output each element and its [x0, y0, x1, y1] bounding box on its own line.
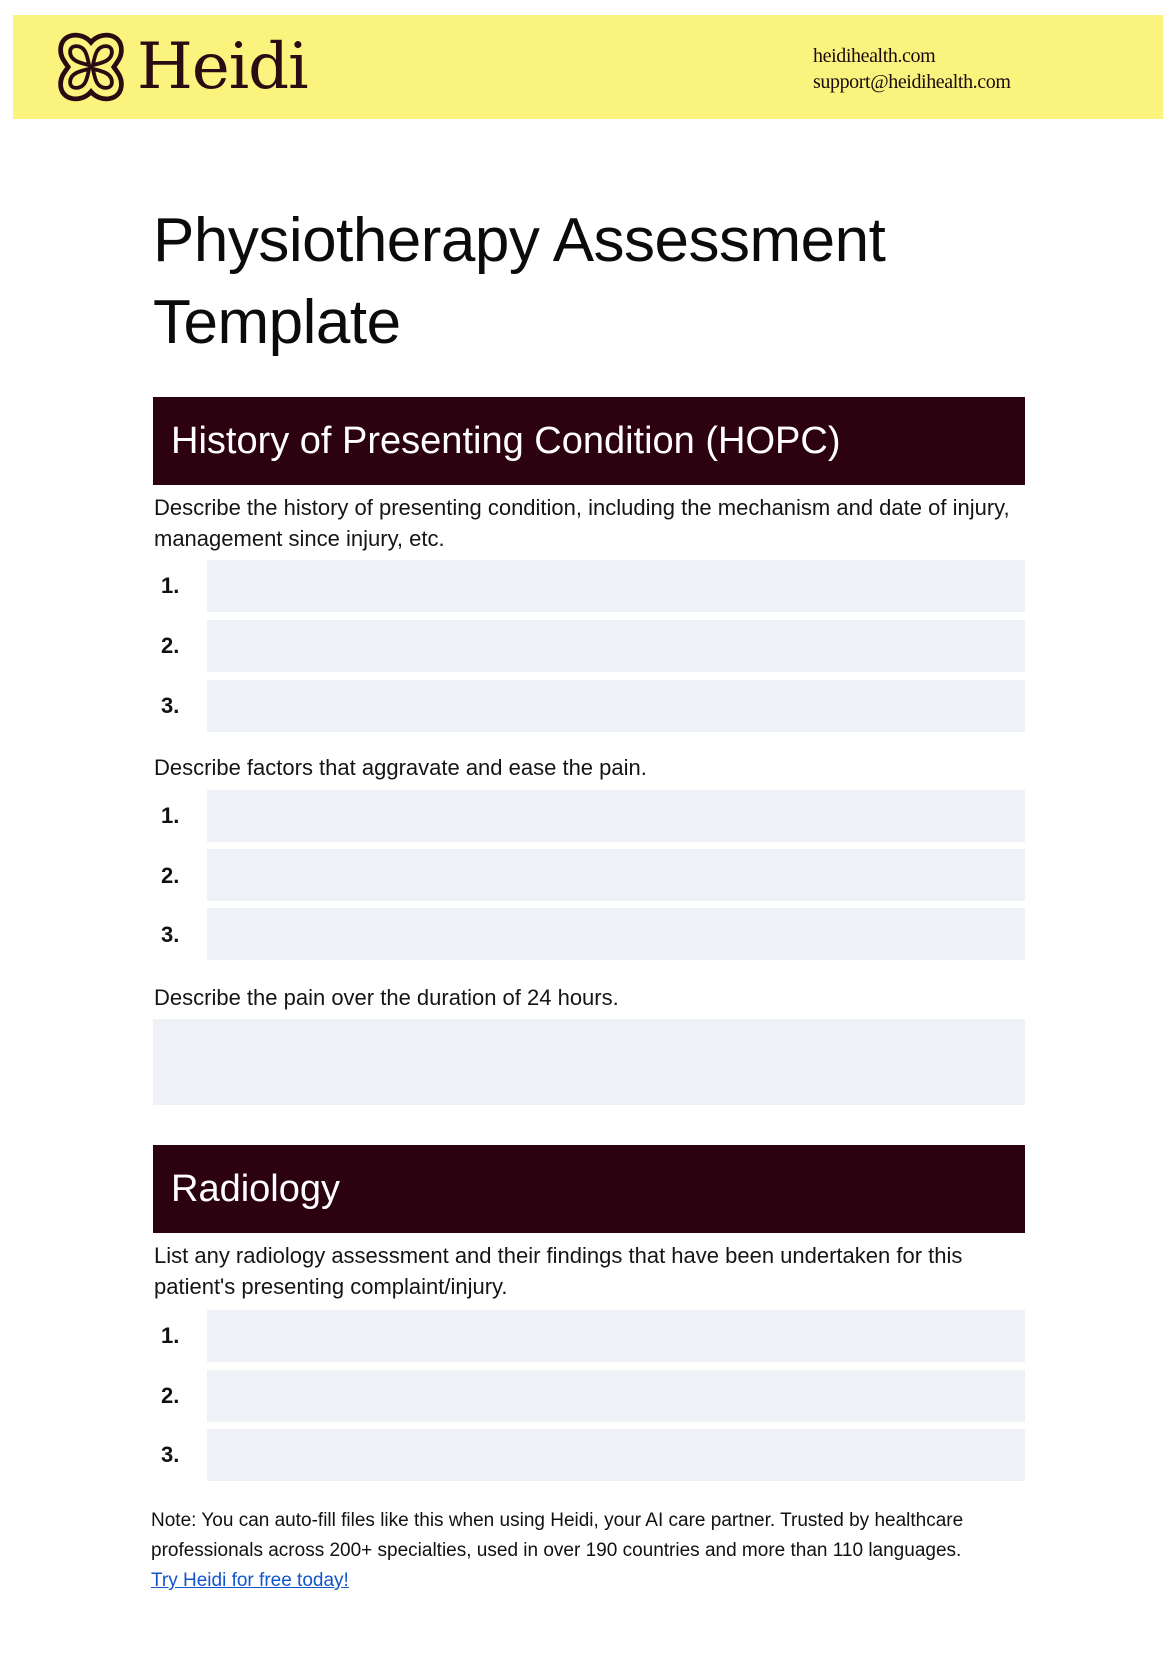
factors-field-3[interactable] [207, 908, 1025, 960]
website-link[interactable]: heidihealth.com [813, 45, 936, 67]
factors-field-2[interactable] [207, 849, 1025, 901]
page-title [153, 200, 1033, 364]
header-banner [13, 15, 1163, 119]
section-header-radiology [153, 1145, 1025, 1233]
history-field-3[interactable] [207, 680, 1025, 732]
item-number: 3. [161, 1442, 180, 1467]
prompt-radiology: List any radiology assessment and their findings that have been undertaken for this patient's presenting complaint/injury. [154, 1243, 963, 1299]
radiology-field-2[interactable] [207, 1370, 1025, 1422]
section-heading: History of Presenting Condition (HOPC) [171, 419, 841, 462]
prompt-history: Describe the history of presenting condition, including the mechanism and date of injury, management since injury, etc. [154, 495, 1010, 551]
item-number: 2. [161, 1383, 180, 1408]
support-email-link[interactable]: support@heidihealth.com [813, 71, 1011, 93]
prompt-24h-pain: Describe the pain over the duration of 24 hours. [154, 985, 619, 1010]
brand-logo [53, 29, 308, 105]
note-text: Note: You can auto-fill files like this when using Heidi, your AI care partner. Trusted by healthcare professionals across 200+ specialties, used in over 190 countries and more than 110 languages. [151, 1510, 964, 1561]
section-heading: Radiology [171, 1167, 340, 1210]
radiology-field-3[interactable] [207, 1429, 1025, 1481]
item-number: 2. [161, 863, 180, 888]
radiology-field-1[interactable] [207, 1310, 1025, 1362]
footer-note [151, 1506, 1031, 1596]
history-field-2[interactable] [207, 620, 1025, 672]
item-number: 1. [161, 573, 180, 598]
title-line-2: Template [153, 288, 401, 357]
item-number: 1. [161, 1323, 180, 1348]
brand-name: Heidi [137, 30, 308, 104]
heidi-clover-logo-icon [53, 29, 129, 105]
title-line-1: Physiotherapy Assessment [153, 206, 886, 275]
item-number: 1. [161, 803, 180, 828]
try-heidi-link[interactable]: Try Heidi for free today! [151, 1570, 349, 1591]
section-header-hopc [153, 397, 1025, 485]
factors-field-1[interactable] [207, 790, 1025, 842]
item-number: 3. [161, 922, 180, 947]
prompt-aggravating-easing: Describe factors that aggravate and ease the pain. [154, 755, 647, 780]
item-number: 2. [161, 633, 180, 658]
contact-info [813, 43, 1011, 95]
pain-24h-field[interactable] [153, 1019, 1025, 1105]
history-field-1[interactable] [207, 560, 1025, 612]
item-number: 3. [161, 693, 180, 718]
